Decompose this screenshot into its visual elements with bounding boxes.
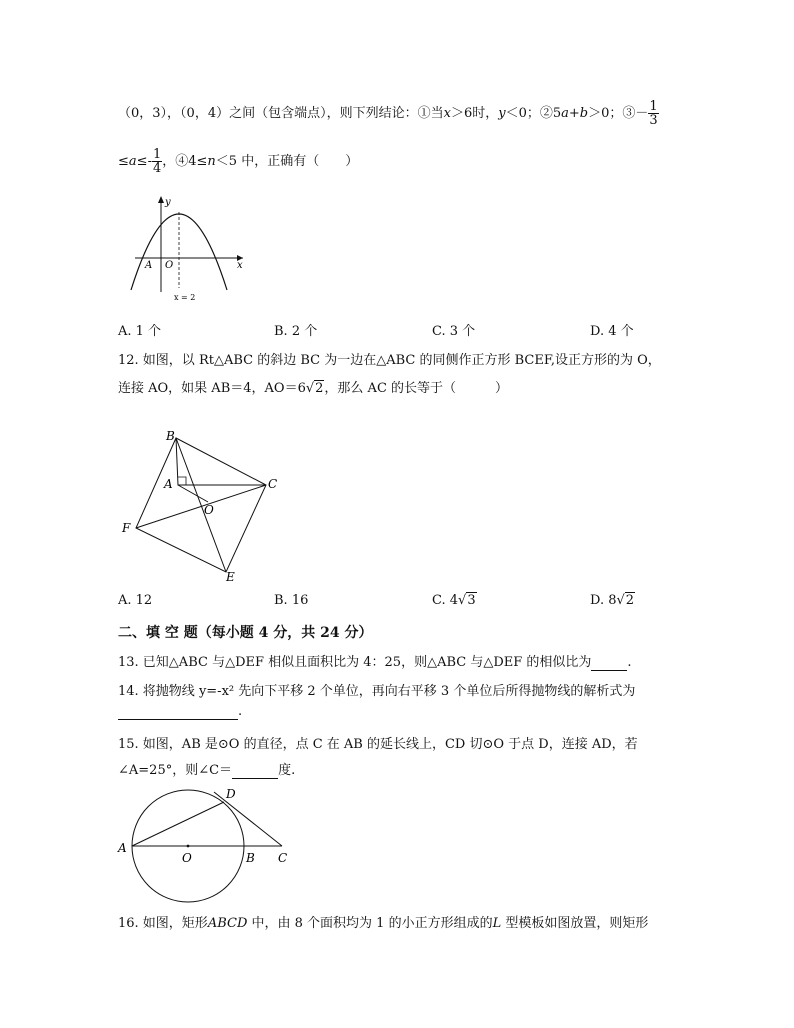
tangent-cd (214, 792, 282, 846)
q11-option-a: A. 1 个 (118, 324, 162, 339)
q14-answer-line: . (118, 704, 242, 720)
section-heading: 二、填 空 题（每小题 4 分，共 24 分） (118, 625, 373, 641)
diagonal-be (176, 438, 226, 572)
q13-text: 13. 已知△ABC 与△DEF 相似且面积比为 4：25，则△ABC 与△DEF 的相似比为 . (118, 655, 632, 670)
fig15-label-a: A (118, 841, 127, 855)
q16-text: 16. 如图，矩形ABCD 中，由 8 个面积均为 1 的小正方形组成的L 型模板如图放置，则矩形 (118, 916, 649, 931)
fig12-label-c: C (268, 477, 278, 491)
sqrt-radicand: 2 (315, 381, 324, 396)
graph-label-a: A (145, 260, 153, 271)
q15-line1: 15. 如图，AB 是⊙O 的直径，点 C 在 AB 的延长线上，CD 切⊙O 于点 D，连接 AD，若 (118, 737, 638, 752)
graph-label-axis: x = 2 (174, 293, 196, 302)
q12-line1: 12. 如图，以 Rt△ABC 的斜边 BC 为一边在△ABC 的同侧作正方形 BCEF,设正方形的为 O， (118, 353, 661, 368)
q14-text: 14. 将抛物线 y=-x² 先向下平移 2 个单位，再向右平移 3 个单位后所得抛物线的解析式为 (118, 684, 636, 699)
right-angle-mark (178, 477, 186, 485)
q12-option-a: A. 12 (118, 593, 153, 608)
segment-ao (178, 485, 208, 502)
graph-label-x: x (237, 260, 243, 271)
q11-option-c: C. 3 个 (432, 324, 476, 339)
fig12-label-o: O (204, 503, 214, 517)
fig15-label-c: C (278, 851, 288, 865)
fraction-one-fourth: $\frac{1}{4}$ (152, 147, 162, 176)
center-point (187, 845, 190, 848)
diagonal-fc (136, 485, 266, 528)
parabola-graph (125, 192, 255, 304)
square-triangle-figure (118, 428, 288, 586)
q11-line2: ≤a≤- $\frac{1}{4}$ ，④4≤n＜5 中，正确有（ ） (118, 147, 359, 176)
fraction-one-third: $\frac{1}{3}$ (649, 99, 658, 128)
fig15-label-b: B (246, 851, 255, 865)
q11-option-d: D. 4 个 (590, 324, 634, 339)
q13-answer-blank[interactable] (591, 655, 627, 671)
q12-option-c: C. 4√3 (432, 593, 476, 608)
q12-option-d: D. 8√2 (590, 593, 635, 608)
circle-tangent-figure (112, 780, 297, 906)
q12-option-b: B. 16 (274, 593, 309, 608)
fig12-label-e: E (226, 570, 235, 584)
q11-option-b: B. 2 个 (274, 324, 318, 339)
q15-answer-blank[interactable] (232, 763, 278, 779)
q12-line2: 连接 AO，如果 AB＝4，AO＝6√2，那么 AC 的长等于（ ） (118, 381, 509, 396)
fig12-label-b: B (166, 429, 175, 443)
y-axis-arrow (158, 196, 164, 203)
q14-answer-blank[interactable] (118, 704, 238, 720)
q11-line1: （0，3），（0，4）之间（包含端点），则下列结论：①当x＞6时，y＜0；②5a+b＞0；③－ $\frac{1}{3}$ (118, 99, 658, 128)
fig15-label-o: O (182, 851, 192, 865)
graph-label-y: y (165, 197, 171, 208)
graph-label-o: O (165, 260, 174, 271)
fig12-label-f: F (122, 521, 131, 535)
fig12-label-a: A (164, 477, 173, 491)
fig15-label-d: D (226, 787, 236, 801)
q15-line2: ∠A=25°，则∠C＝ 度. (118, 763, 296, 778)
